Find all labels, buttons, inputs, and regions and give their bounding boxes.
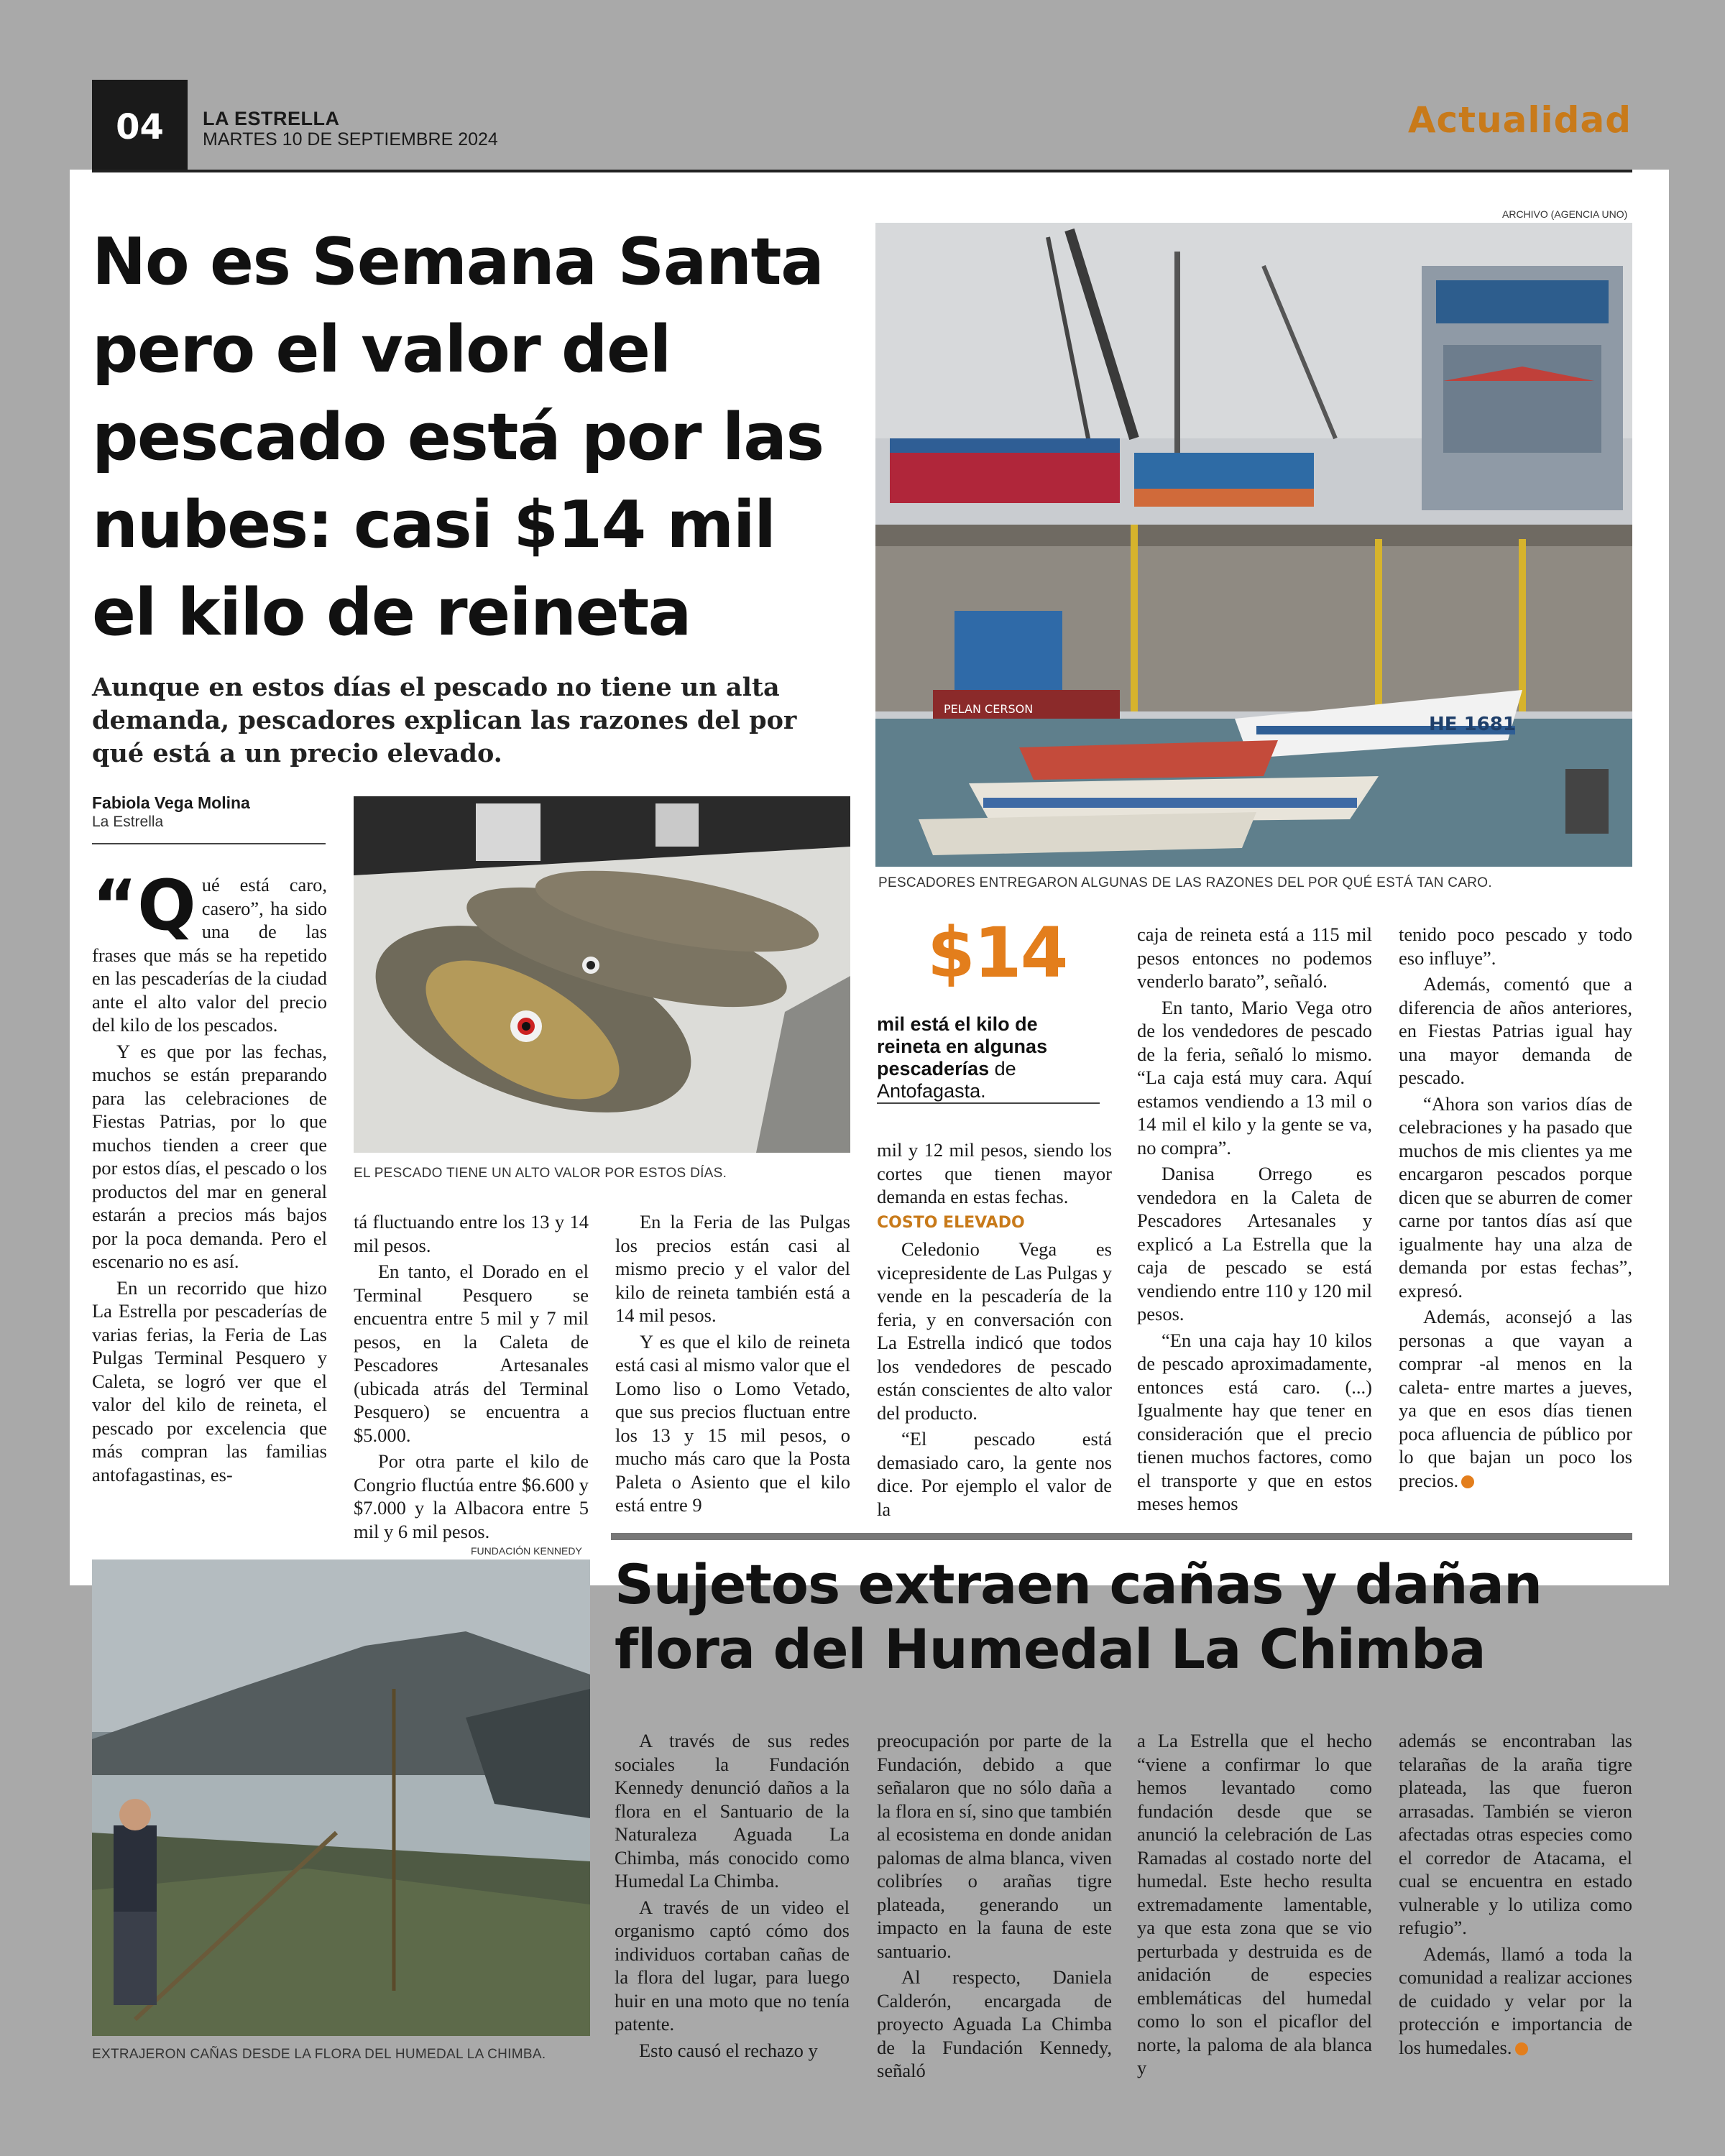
article-column-5: caja de reineta está a 115 mil pesos entonces no podemos venderlo barato”, señaló. En tanto, Mario Vega otro de los vendedores de pescado de la feria, señaló lo mismo. “La caja está muy cara. Aquí estamos vendiendo a 13 mil o 14 mil el kilo y la gente se va, no compra”. Danisa Orrego es vendedora en la Caleta de Pescadores Artesanales y explicó a La Estrella que la caja de pescado se está vendiendo entre 110 y 120 mil pesos. “En una caja hay 10 kilos de pescado aproximadamente, entonces está caro. (...) Igualmente hay que tener en consideración que el precio tienen muchos factores, como el transporte y que en estos meses hemos bbox=[1137, 923, 1372, 1514]
section-title: Actualidad bbox=[1407, 99, 1632, 141]
article2-column-2: preocupación por parte de la Fundación, debido a que señalaron que no sólo daña a la flora en sí, sino que también al ecosistema en donde anidan palomas de alma blanca, viven colibríes o arañas tigre plateada, generando un impacto en la fauna de este santuario. Al respecto, Daniela Calderón, encargada de proyecto Aguada La Chimba de la Fundación Kennedy, señaló bbox=[877, 1730, 1112, 2081]
drop-cap: “Q bbox=[92, 865, 196, 946]
headline-line: nubes: casi $14 mil bbox=[92, 487, 776, 563]
article-column-6: tenido poco pescado y todo eso influye”. Además, comentó que a diferencia de años anteriores, en Fiestas Patrias igual hay una mayor demanda de pescado. “Ahora son varios días de celebraciones y ha pasado que muchos de mis clientes ya me encargaron pescados porque dicen que se aburren de comer carne por tantos días así que igualmente hay una alza de demanda por estas fechas”, expresó. Además, aconsejó a las personas a que vayan a comprar -al menos en la caleta- entre martes a jueves, ya que en esos días tienen poca afluencia de público por lo que bajan un poco los precios. bbox=[1399, 923, 1632, 1491]
end-of-article-icon bbox=[1461, 1475, 1474, 1488]
article2-column-4: además se encontraban las telarañas de la araña tigre plateada, las que fueron arrasadas. También se vieron afectadas otras especies como el corredor de Atacama, el cual se encuentra en estado vulnerable y lo utiliza como refugio”. Además, llamó a toda la comunidad a realizar acciones de cuidado y velar por la protección e importancia de los humedales. bbox=[1399, 1730, 1632, 2058]
fish-photo bbox=[354, 796, 850, 1153]
byline-rule bbox=[92, 843, 326, 844]
fish-photo-caption: EL PESCADO TIENE UN ALTO VALOR POR ESTOS DÍAS. bbox=[354, 1166, 727, 1181]
article-column-1: “Qué está caro, casero”, ha sido una de las frases que más se ha repetido en las pescaderías de la ciudad ante el alto valor del precio del kilo de los pescados. Y es que por las fechas, muchos se están preparando para las celebraciones de Fiestas Patrias, por lo que muchos tienden a creer que por estos días, el pescado o los productos del mar en general estarán a precios más bajos por la poca demanda. Pero el escenario no es así. En un recorrido que hizo La Estrella por pescaderías de varias ferias, la Feria de Las Pulgas Terminal Pesquero y Caleta, se logró ver que el valor del kilo de reineta, el pescado por excelencia que más compran las familias antofagastinas, es- bbox=[92, 865, 327, 1485]
highlight-rule bbox=[877, 1102, 1100, 1104]
article-column-4: mil y 12 mil pesos, siendo los cortes que tienen mayor demanda en estas fechas. COSTO ELEVADO Celedonio Vega es vicepresidente de Las Pulgas y vende en la pescadería de la feria, y en conversación con La Estrella indicó que todos los vendedores de pescado están conscientes de alto valor del producto. “El pescado está demasiado caro, la gente nos dice. Por ejemplo el valor de la bbox=[877, 1139, 1112, 1520]
headline-line: el kilo de reineta bbox=[92, 575, 691, 650]
author-name: Fabiola Vega Molina bbox=[92, 793, 250, 812]
page-number: 04 bbox=[92, 80, 188, 174]
humedal-photo-caption: EXTRAJERON CAÑAS DESDE LA FLORA DEL HUMEDAL LA CHIMBA. bbox=[92, 2047, 546, 2062]
top-rule bbox=[92, 170, 1632, 172]
headline-line: No es Semana Santa bbox=[92, 224, 824, 300]
highlight-number: $14 bbox=[927, 913, 1067, 993]
highlight-rest: de Antofagasta. bbox=[877, 1058, 1016, 1102]
article2-column-1: A través de sus redes sociales la Fundación Kennedy denunció daños a la flora en el Santuario de la Naturaleza Aguada La Chimba, más conocido como Humedal La Chimba. A través de un video el organismo captó cómo dos individuos cortaban cañas de la flora del lugar, para luego huir en una moto que no tenía patente. Esto causó el rechazo y bbox=[615, 1730, 850, 2061]
highlight-bold: mil está el kilo de reineta en algunas pescaderías bbox=[877, 1013, 1048, 1079]
article-column-2: tá fluctuando entre los 13 y 14 mil pesos. En tanto, el Dorado en el Terminal Pesquero se encuentra entre 5 mil y 7 mil pesos, en la Caleta de Pescadores Artesanales (ubicada atrás del Terminal Pesquero) se encuentra a $5.000. Por otra parte el kilo de Congrio fluctúa entre $6.600 y $7.000 y la Albacora entre 5 mil y 6 mil pesos. bbox=[354, 1211, 589, 1542]
author-org: La Estrella bbox=[92, 814, 164, 830]
end-of-article-icon bbox=[1515, 2042, 1528, 2055]
photo2-credit: FUNDACIÓN KENNEDY bbox=[471, 1545, 582, 1557]
harbour-photo bbox=[875, 223, 1632, 867]
article-headline bbox=[92, 218, 875, 657]
boat-number-text: HE 1681 bbox=[1429, 714, 1516, 735]
headline-line: pero el valor del bbox=[92, 312, 671, 387]
harbour-photo-caption: PESCADORES ENTREGARON ALGUNAS DE LAS RAZONES DEL POR QUÉ ESTÁ TAN CARO. bbox=[878, 875, 1492, 890]
article-deck: Aunque en estos días el pescado no tiene un alta demanda, pescadores explican las razones del por qué está a un precio elevado. bbox=[92, 673, 797, 768]
headline-line: pescado está por las bbox=[92, 400, 824, 475]
boat-sign-text: PELAN CERSON bbox=[944, 702, 1034, 716]
subhead: COSTO ELEVADO bbox=[877, 1213, 1025, 1232]
humedal-photo bbox=[92, 1560, 590, 2036]
article-column-3: En la Feria de las Pulgas los precios están casi al mismo precio y el valor del kilo de reineta también está a 14 mil pesos. Y es que el kilo de reineta está casi al mismo valor que el Lomo liso o Lomo Vetado, que sus precios fluctuan entre los 13 y 15 mil pesos, o mucho más caro que la Posta Paleta o Asiento que el kilo está entre 9 bbox=[615, 1211, 850, 1516]
issue-date: MARTES 10 DE SEPTIEMBRE 2024 bbox=[203, 129, 498, 149]
article2-headline bbox=[615, 1552, 1621, 1682]
article2-column-3: a La Estrella que el hecho “viene a confirmar lo que hemos levantado como fundación desde que se anunció la celebración de Las Ramadas al costado norte del humedal. Este hecho resulta extremadamente lamentable, ya que esta zona que se vio perturbada y destruida es de anidación de especies emblemáticas del humedal como lo son el picaflor del norte, la paloma de ala blanca y bbox=[1137, 1730, 1372, 2078]
article-separator bbox=[611, 1533, 1632, 1540]
headline2-line: Sujetos extraen cañas y dañan bbox=[615, 1552, 1542, 1616]
photo-credit: ARCHIVO (AGENCIA UNO) bbox=[1502, 208, 1628, 220]
newspaper-name: LA ESTRELLA bbox=[203, 108, 340, 129]
headline2-line: flora del Humedal La Chimba bbox=[615, 1617, 1486, 1681]
highlight-text bbox=[877, 1013, 1100, 1102]
